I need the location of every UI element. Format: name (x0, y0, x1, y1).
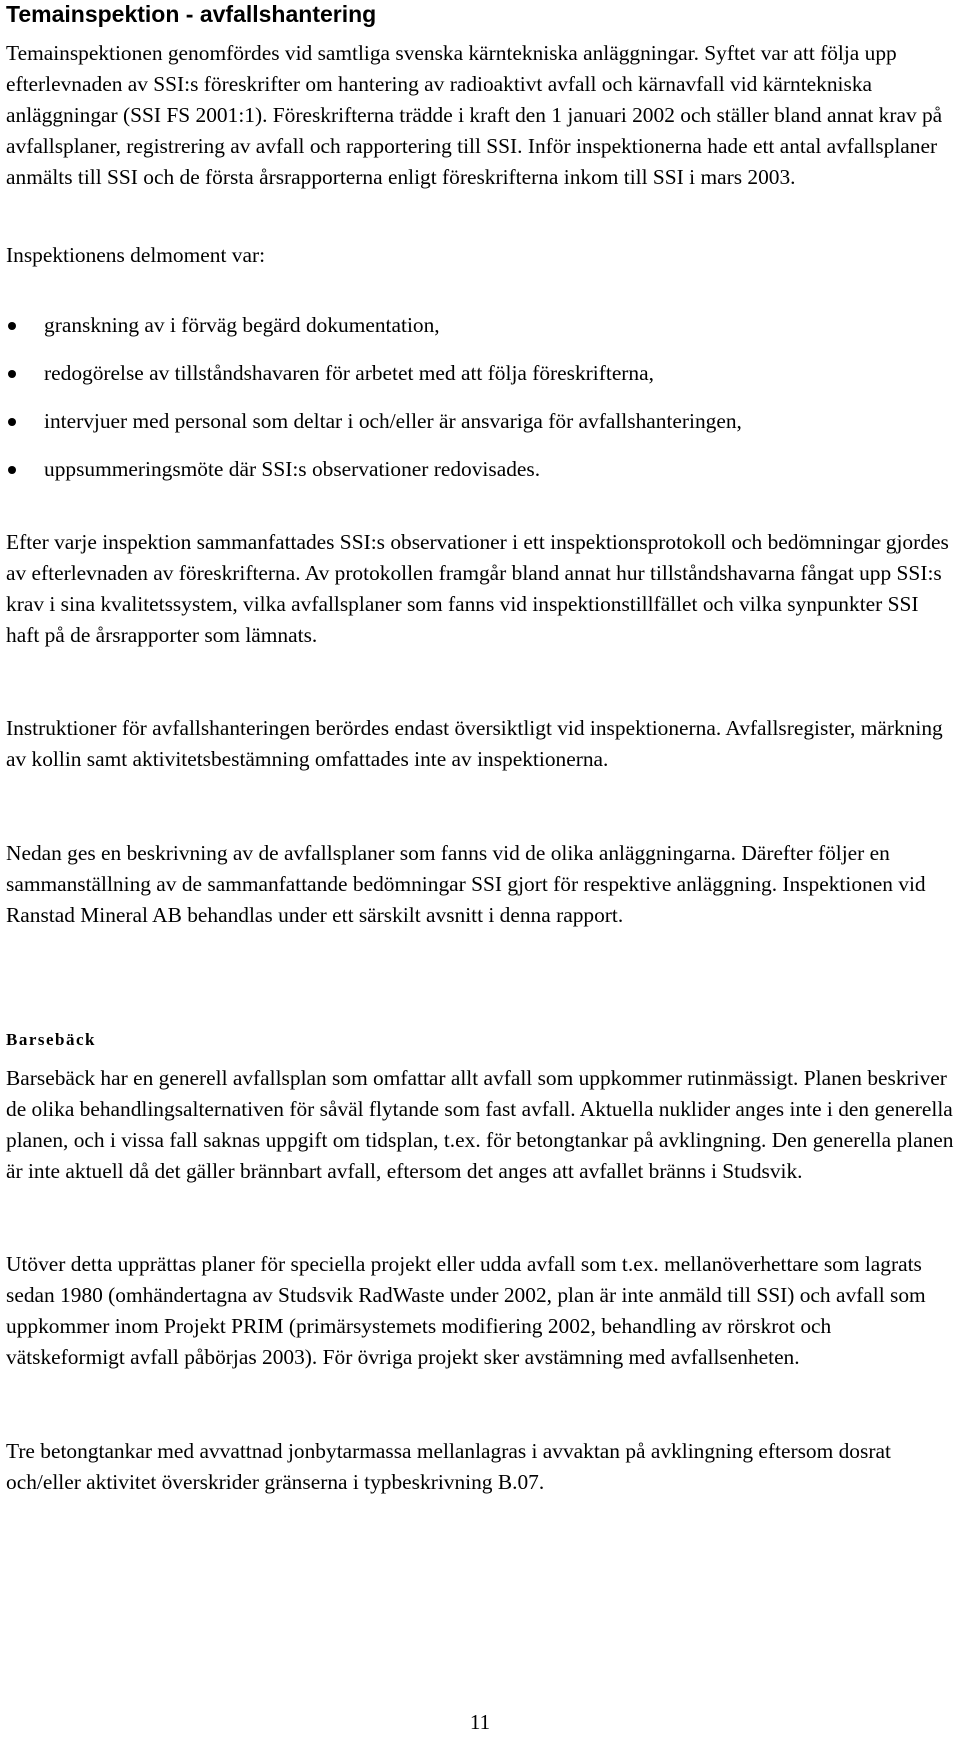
nedan-paragraph: Nedan ges en beskrivning av de avfallsplaner som fanns vid de olika anläggningarna. Därefter följer en sammanställning av de sammanfattande bedömningar SSI gjort för respektive anläggning. Inspektionen vid Ranstad Mineral AB behandlas under ett särskilt avsnitt i denna rapport. (6, 841, 926, 927)
section-title: Temainspektion - avfallshantering (6, 1, 377, 27)
list-item (6, 310, 954, 358)
list-item (6, 454, 954, 502)
bullet-icon (8, 418, 16, 426)
instruktioner-paragraph: Instruktioner för avfallshanteringen berördes endast översiktligt vid inspektionerna. Avfallsregister, märkning av kollin samt aktivitetsbestämning omfattades inte av inspektionerna. (6, 716, 943, 771)
page-number: 11 (469, 1710, 491, 1734)
bullet-icon (8, 466, 16, 474)
subheading-barsebaeck: Barsebäck (6, 1030, 96, 1049)
list-item-text: uppsummeringsmöte där SSI:s observationer redovisades. (44, 457, 541, 481)
list-item (6, 358, 954, 406)
barsebaeck-paragraph-1: Barsebäck har en generell avfallsplan som omfattar allt avfall som uppkommer rutinmässigt. Planen beskriver de olika behandlingsalternativen för såväl flytande som fast avfall. Aktuella nuklider anges inte i den generella planen, och i vissa fall saknas uppgift om tidsplan, t.ex. för betongtankar på avklingning. Den generella planen är inte aktuell då det gäller brännbart avfall, eftersom det anges att avfallet bränns i Studsvik. (6, 1066, 954, 1183)
intro-paragraph: Temainspektionen genomfördes vid samtliga svenska kärntekniska anläggningar. Syftet var att följa upp efterlevnaden av SSI:s föreskrifter om hantering av radioaktivt avfall och kärnavfall vid kärntekniska anläggningar (SSI FS 2001:1). Föreskrifterna trädde i kraft den 1 januari 2002 och ställer bland annat krav på avfallsplaner, registrering av avfall och rapportering till SSI. Inför inspektionerna hade ett antal avfallsplaner anmälts till SSI och de första årsrapporterna enligt föreskrifterna inkom till SSI i mars 2003. (6, 41, 943, 189)
list-item-text: granskning av i förväg begärd dokumentation, (44, 313, 440, 337)
bullet-icon (8, 322, 16, 330)
bullet-icon (8, 370, 16, 378)
efter-paragraph: Efter varje inspektion sammanfattades SSI:s observationer i ett inspektionsprotokoll och bedömningar gjordes av efterlevnaden av föreskrifterna. Av protokollen framgår bland annat hur tillståndshavarna fångat upp SSI:s krav i sina kvalitetssystem, vilka avfallsplaner som fanns vid inspektionstillfället och vilka synpunkter SSI haft på de årsrapporter som lämnats. (6, 530, 949, 647)
delmoment-list (6, 310, 954, 502)
barsebaeck-paragraph-2: Utöver detta upprättas planer för speciella projekt eller udda avfall som t.ex. mellanöverhettare som lagrats sedan 1980 (omhändertagna av Studsvik RadWaste under 2002, plan är inte anmäld till SSI) och avfall som uppkommer inom Projekt PRIM (primärsystemets modifiering 2002, behandling av rörskrot och vätskeformigt avfall påbörjas 2003). För övriga projekt sker avstämning med avfallsenheten. (6, 1252, 926, 1369)
barsebaeck-paragraph-3: Tre betongtankar med avvattnad jonbytarmassa mellanlagras i avvaktan på avklingning eftersom dosrat och/eller aktivitet överskrider gränserna i typbeskrivning B.07. (6, 1439, 891, 1494)
list-item-text: intervjuer med personal som deltar i och/eller är ansvariga för avfallshanteringen, (44, 409, 742, 433)
document-page (6, 0, 954, 1734)
delmoment-intro: Inspektionens delmoment var: (6, 243, 266, 267)
list-item (6, 406, 954, 454)
list-item-text: redogörelse av tillståndshavaren för arbetet med att följa föreskrifterna, (44, 361, 654, 385)
